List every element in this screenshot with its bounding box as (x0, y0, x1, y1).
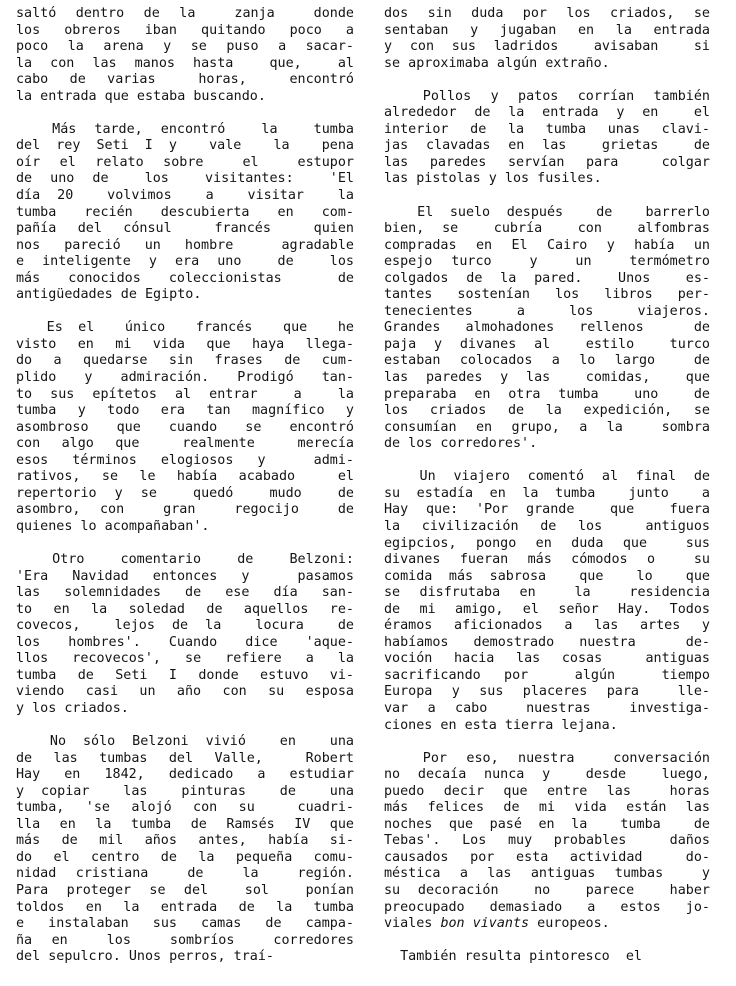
paragraph (384, 469, 710, 734)
text-line: plido y admiración. Prodigó tan- (16, 370, 354, 386)
text-line: Hay en 1842, dedicado a estudiar (16, 767, 354, 783)
text-line: paja y divanes al estilo turco (384, 336, 710, 352)
text-line: su estadía en la tumba junto a (384, 485, 710, 501)
text-line: El suelo después de barrerlo (384, 204, 710, 220)
paragraph (384, 6, 710, 72)
text-line: la entrada que estaba buscando. (16, 88, 266, 104)
text-line: saltó dentro de la zanja donde (16, 6, 354, 21)
text-line: alrededor de la entrada y en el (384, 105, 710, 121)
paragraph-gap (16, 105, 354, 122)
text-line: puedo decir que entre las horas (384, 783, 710, 799)
text-line: covecos, lejos de la locura de (16, 618, 354, 634)
text-line: éramos aficionados a las artes y (384, 618, 710, 634)
text-line: más felices de mi vida están las (384, 800, 710, 816)
text-line: No sólo Belzoni vivió en una (16, 734, 354, 750)
text-line: noches que pasé en la tumba de (384, 816, 710, 832)
text-line: También resulta pintoresco el (384, 949, 642, 965)
text-line: egipcios, pongo en duda que sus (384, 535, 710, 551)
text-line: con algo que realmente merecía (16, 436, 354, 452)
text-line: habíamos demostrado nuestra de- (384, 634, 710, 650)
text-line: Otro comentario de Belzoni: (16, 552, 354, 568)
text-line: to sus epítetos al entrar a la (16, 386, 354, 402)
text-line: tumba recién descubierta en com- (16, 204, 354, 220)
text-line: más conocidos coleccionistas de (16, 270, 354, 286)
text-line: llos recovecos', se refiere a la (16, 651, 354, 667)
text-line: día 20 volvimos a visitar la (16, 188, 354, 204)
text-line: de las tumbas del Valle, Robert (16, 750, 354, 766)
paragraph (384, 751, 710, 933)
paragraph-gap (16, 718, 354, 735)
text-line: visto en mi vida que haya llega- (16, 336, 354, 352)
text-line: nidad cristiana de la región. (16, 866, 354, 882)
text-run: viales (384, 916, 441, 932)
text-line: las paredes servían para colgar (384, 154, 710, 170)
paragraph (384, 205, 710, 453)
text-line: del sepulcro. Unos perros, traí- (16, 949, 274, 965)
text-line: Para proteger se del sol ponían (16, 882, 354, 898)
text-line: estaban colocados a lo largo de (384, 353, 710, 369)
text-line: voción hacia las cosas antiguas (384, 651, 710, 667)
paragraph (16, 320, 354, 535)
text-line (384, 916, 710, 933)
text-line: esos términos elogiosos y admi- (16, 452, 354, 468)
text-line: bien, se cubría con alfombras (384, 221, 710, 237)
text-line: repertorio y se quedó mudo de (16, 485, 354, 501)
text-line: cabo de varias horas, encontró (16, 72, 354, 88)
text-line: tumba, 'se alojó con su cuadri- (16, 800, 354, 816)
text-line: comida más sabrosa que lo que (384, 568, 710, 584)
text-line: Tebas'. Los muy probables daños (384, 833, 710, 849)
text-line: y copiar las pinturas de una (16, 783, 354, 799)
text-line: sentaban y jugaban en la entrada (384, 22, 710, 38)
text-line: y los criados. (16, 700, 129, 716)
text-line: los hombres'. Cuando dice 'aque- (16, 634, 354, 650)
text-line: do a quedarse sin frases de cum- (16, 353, 354, 369)
paragraph (384, 89, 710, 188)
text-line: oír el relato sobre el estupor (16, 154, 354, 170)
text-line: e inteligente y era uno de los (16, 254, 354, 270)
text-line: tumba de Seti I donde estuvo vi- (16, 667, 354, 683)
text-line: Por eso, nuestra conversación (384, 750, 710, 766)
text-line: divanes fueran más cómodos o su (384, 552, 710, 568)
text-line: tenecientes a los viajeros. (384, 303, 710, 319)
paragraph-gap (384, 453, 710, 470)
text-line: lla en la tumba de Ramsés IV que (16, 816, 354, 832)
text-line: antigüedades de Egipto. (16, 287, 202, 303)
text-line: Europa y sus placeres para lle- (384, 684, 710, 700)
text-line: poco la arena y se puso a sacar- (16, 39, 354, 55)
text-line: compradas en El Cairo y había un (384, 237, 710, 253)
text-line: tantes sostenían los libros per- (384, 287, 710, 303)
text-line: las solemnidades de ese día san- (16, 585, 354, 601)
text-line: Más tarde, encontró la tumba (16, 121, 354, 137)
text-line: preocupado demasiado a estos jo- (384, 899, 710, 915)
paragraph (384, 949, 710, 966)
text-line: no decaía nunca y desde luego, (384, 767, 710, 783)
paragraph-gap (16, 304, 354, 321)
text-line: Es el único francés que he (16, 320, 354, 336)
text-line: del rey Seti I y vale la pena (16, 138, 354, 154)
paragraph (16, 734, 354, 966)
right-text-column (384, 6, 710, 966)
text-line: causados por esta actividad do- (384, 849, 710, 865)
text-line: dos sin duda por los criados, se (384, 6, 710, 21)
text-line: ña en los sombríos corredores (16, 932, 354, 948)
text-line: méstica a las antiguas tumbas y (384, 866, 710, 882)
left-text-column (16, 6, 354, 966)
text-line: se aproximaba algún extraño. (384, 55, 610, 71)
text-line: Un viajero comentó al final de (384, 469, 710, 485)
text-line: preparaba en otra tumba uno de (384, 386, 710, 402)
text-line: de uno de los visitantes: 'El (16, 171, 354, 187)
text-line: interior de la tumba unas clavi- (384, 121, 710, 137)
text-line: se disfrutaba en la residencia (384, 585, 710, 601)
text-line: de los corredores'. (384, 436, 538, 452)
text-line: pañía del cónsul francés quien (16, 221, 354, 237)
text-run: europeos. (529, 916, 610, 932)
text-line: tumba y todo era tan magnífico y (16, 403, 354, 419)
text-line: los obreros iban quitando poco a (16, 22, 354, 38)
text-line: toldos en la entrada de la tumba (16, 899, 354, 915)
paragraph-gap (384, 734, 710, 751)
text-line: asombroso que cuando se encontró (16, 419, 354, 435)
paragraph-gap (384, 933, 710, 950)
text-line: de mi amigo, el señor Hay. Todos (384, 601, 710, 617)
italic-phrase: bon vivants (440, 916, 530, 932)
text-line: asombro, con gran regocijo de (16, 502, 354, 518)
text-line: ciones en esta tierra lejana. (384, 717, 618, 733)
text-line: las paredes y las comidas, que (384, 370, 710, 386)
text-line: Grandes almohadones rellenos de (384, 320, 710, 336)
text-line: jas clavadas en las grietas de (384, 138, 710, 154)
text-line: 'Era Navidad entonces y pasamos (16, 568, 354, 584)
text-line: la con las manos hasta que, al (16, 55, 354, 71)
text-line: do el centro de la pequeña comu- (16, 849, 354, 865)
text-line: más de mil años antes, había si- (16, 833, 354, 849)
text-line: las pistolas y los fusiles. (384, 171, 602, 187)
text-line: nos pareció un hombre agradable (16, 237, 354, 253)
paragraph (16, 552, 354, 717)
text-line: colgados de la pared. Unos es- (384, 270, 710, 286)
text-line: Hay que: 'Por grande que fuera (384, 502, 710, 518)
paragraph-gap (384, 72, 710, 89)
text-line: Pollos y patos corrían también (384, 88, 710, 104)
text-line: to en la soledad de aquellos re- (16, 601, 354, 617)
paragraph (16, 122, 354, 304)
paragraph (16, 6, 354, 105)
text-line: y con sus ladridos avisaban si (384, 39, 710, 55)
text-line: sacrificando por algún tiempo (384, 667, 710, 683)
text-line: su decoración no parece haber (384, 882, 710, 898)
text-line: viendo casi un año con su esposa (16, 684, 354, 700)
text-line: quienes lo acompañaban'. (16, 518, 210, 534)
text-line: e instalaban sus camas de campa- (16, 916, 354, 932)
text-line: la civilización de los antiguos (384, 518, 710, 534)
paragraph-gap (384, 188, 710, 205)
text-line: rativos, se le había acabado el (16, 469, 354, 485)
text-line: var a cabo nuestras investiga- (384, 700, 710, 716)
text-line: espejo turco y un termómetro (384, 254, 710, 270)
text-line: consumían en grupo, a la sombra (384, 419, 710, 435)
text-line: los criados de la expedición, se (384, 403, 710, 419)
paragraph-gap (16, 536, 354, 553)
